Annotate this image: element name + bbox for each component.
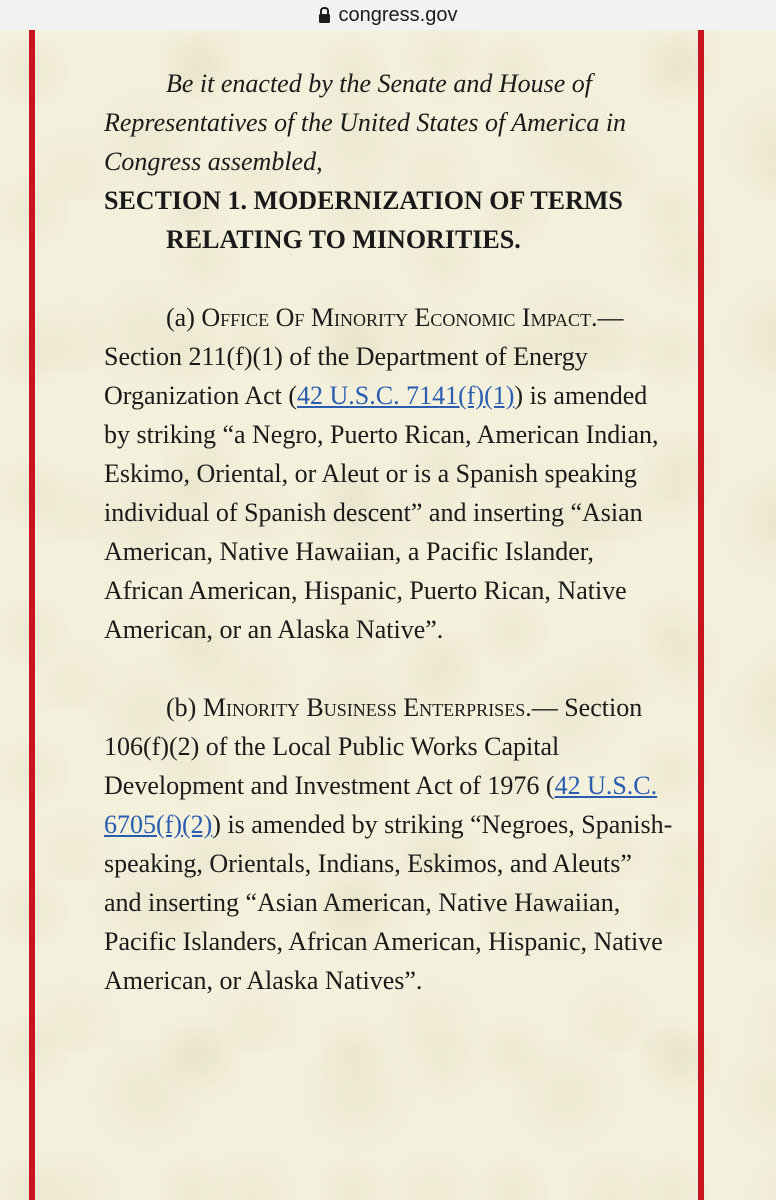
subsection-b-label: (b) bbox=[166, 693, 203, 722]
subsection-a-label: (a) bbox=[166, 303, 202, 332]
address-bar[interactable] bbox=[0, 0, 776, 30]
bill-text-page bbox=[0, 30, 776, 1200]
section-heading: SECTION 1. MODERNIZATION OF TERMS RELATING TO MINORITIES. bbox=[104, 186, 623, 254]
subsection-a bbox=[104, 298, 674, 649]
usc-6705-link[interactable]: 42 U.S.C. 6705(f)(2) bbox=[104, 771, 658, 839]
subsection-b bbox=[104, 688, 674, 1000]
right-red-rule bbox=[698, 30, 704, 1200]
usc-7141-link[interactable]: 42 U.S.C. 7141(f)(1) bbox=[297, 381, 515, 410]
subsection-a-text-2: ) is amended by striking “a Negro, Puerto Rican, American Indian, Eskimo, Oriental, or Aleut or is a Spanish speaking individual of Spanish descent” and inserting “Asian American, Native Hawaiian, a Pacific Islander, African American, Hispanic, Puerto Rican, Native American, or an Alaska Native”. bbox=[104, 381, 659, 644]
subsection-b-heading: Minority Business Enterprises. bbox=[202, 693, 532, 722]
subsection-a-text-1: —Section 211(f)(1) of the Department of Energy Organization Act ( bbox=[104, 303, 624, 410]
subsection-b-text-2: ) is amended by striking “Negroes, Spanish-speaking, Orientals, Indians, Eskimos, and Aleuts” and inserting “Asian American, Native Hawaiian, Pacific Islanders, African American, Hispanic, Native American, or Alaska Natives”. bbox=[104, 810, 673, 995]
subsection-a-heading: Office Of Minority Economic Impact. bbox=[201, 303, 598, 332]
left-red-rule bbox=[29, 30, 35, 1200]
bill-content bbox=[104, 64, 674, 1039]
subsection-b-text-1: — Section 106(f)(2) of the Local Public Works Capital Development and Investment Act of 1976 ( bbox=[104, 693, 643, 800]
lock-icon bbox=[319, 14, 330, 23]
url-text: congress.gov bbox=[338, 3, 458, 26]
enacting-clause: Be it enacted by the Senate and House of Representatives of the United States of America in Congress assembled, bbox=[104, 69, 627, 176]
